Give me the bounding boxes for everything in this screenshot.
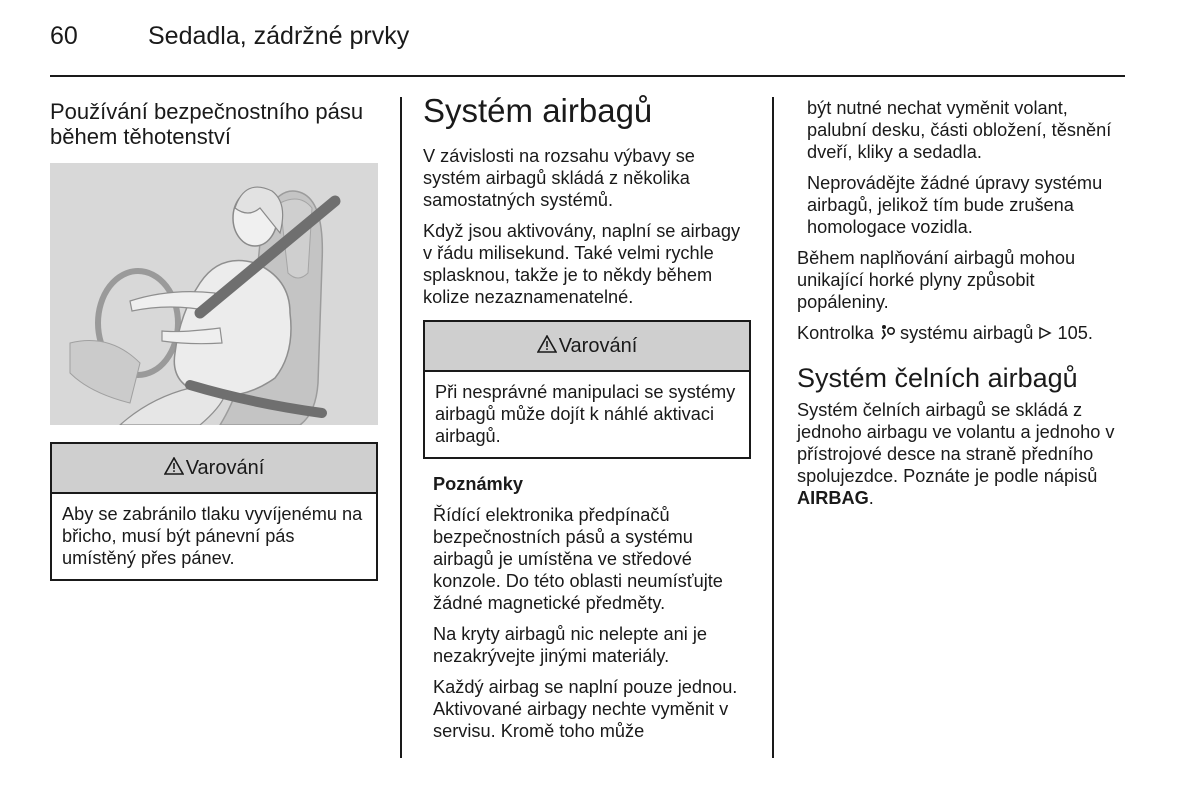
note-paragraph: Každý airbag se naplní pouze jednou. Aktivované airbagy nechte vyměnit v servisu. Kromě toho může: [433, 677, 738, 741]
column-2: [423, 93, 751, 751]
airbag-indicator-icon: [879, 323, 895, 345]
note-paragraph: Na kryty airbagů nic nelepte ani je nezakrývejte jinými materiály.: [433, 624, 707, 666]
section-heading-airbags: Systém airbagů: [423, 92, 653, 129]
page-number: 60: [50, 22, 78, 50]
page-reference-arrow-icon: [1038, 323, 1052, 345]
note-paragraph: Řídící elektronika předpínačů bezpečnostních pásů a systému airbagů je umístěna ve středové konzole. Do této oblasti neumísťujte žádné magnetické předměty.: [433, 505, 723, 613]
column-3: [797, 97, 1127, 518]
warning-title: Varování: [558, 335, 638, 357]
paragraph: Když jsou aktivovány, naplní se airbagy v řádu milisekund. Také velmi rychle splasknou, takže je to někdy během kolize nezaznamenatelné.: [423, 221, 741, 307]
note-continuation: být nutné nechat vyměnit volant, palubní desku, části obložení, těsnění dveří, kliky a sedadla.: [807, 98, 1112, 162]
chapter-title: Sedadla, zádržné prvky: [148, 22, 410, 50]
paragraph: Kontrolka systému airbagů 105.: [797, 322, 1127, 345]
section-heading-front-airbags: Systém čelních airbagů: [797, 363, 1078, 394]
warning-text: Aby se zabránilo tlaku vyvíjenému na břicho, musí být pánevní pás umístěný přes pánev.: [62, 504, 363, 568]
note-title: Poznámky: [433, 474, 523, 494]
section-heading-pregnancy: Používání bezpečnostního pásu během těhotenství: [50, 99, 364, 149]
paragraph: Během naplňování airbagů mohou unikající horké plyny způsobit popáleniny.: [797, 248, 1076, 312]
column-divider: [772, 97, 774, 758]
warning-title: Varování: [185, 457, 265, 479]
warning-text: Při nesprávné manipulaci se systémy airbagů může dojít k náhlé aktivaci airbagů.: [435, 382, 736, 446]
column-divider: [400, 97, 402, 758]
header-rule: [50, 75, 1125, 77]
warning-header: [52, 444, 376, 494]
paragraph: V závislosti na rozsahu výbavy se systém airbagů skládá z několika samostatných systémů.: [423, 146, 695, 210]
page-reference[interactable]: 105.: [1057, 323, 1093, 343]
warning-triangle-icon: [164, 457, 184, 480]
pregnant-driver-illustration: [50, 163, 378, 425]
note-paragraph: Neprovádějte žádné úpravy systému airbagů, jelikož tím bude zrušena homologace vozidla.: [807, 173, 1103, 237]
warning-box: [50, 442, 378, 581]
paragraph: Systém čelních airbagů se skládá z jednoho airbagu ve volantu a jednoho v přístrojové desce na straně předního spolujezdce. Poznáte je podle nápisů AIRBAG.: [797, 400, 1115, 509]
warning-box: [423, 320, 751, 459]
warning-triangle-icon: [537, 335, 557, 358]
column-1: [50, 99, 378, 581]
warning-header: [425, 322, 749, 372]
note-block: [423, 473, 751, 742]
airbag-label: AIRBAG: [797, 488, 869, 509]
